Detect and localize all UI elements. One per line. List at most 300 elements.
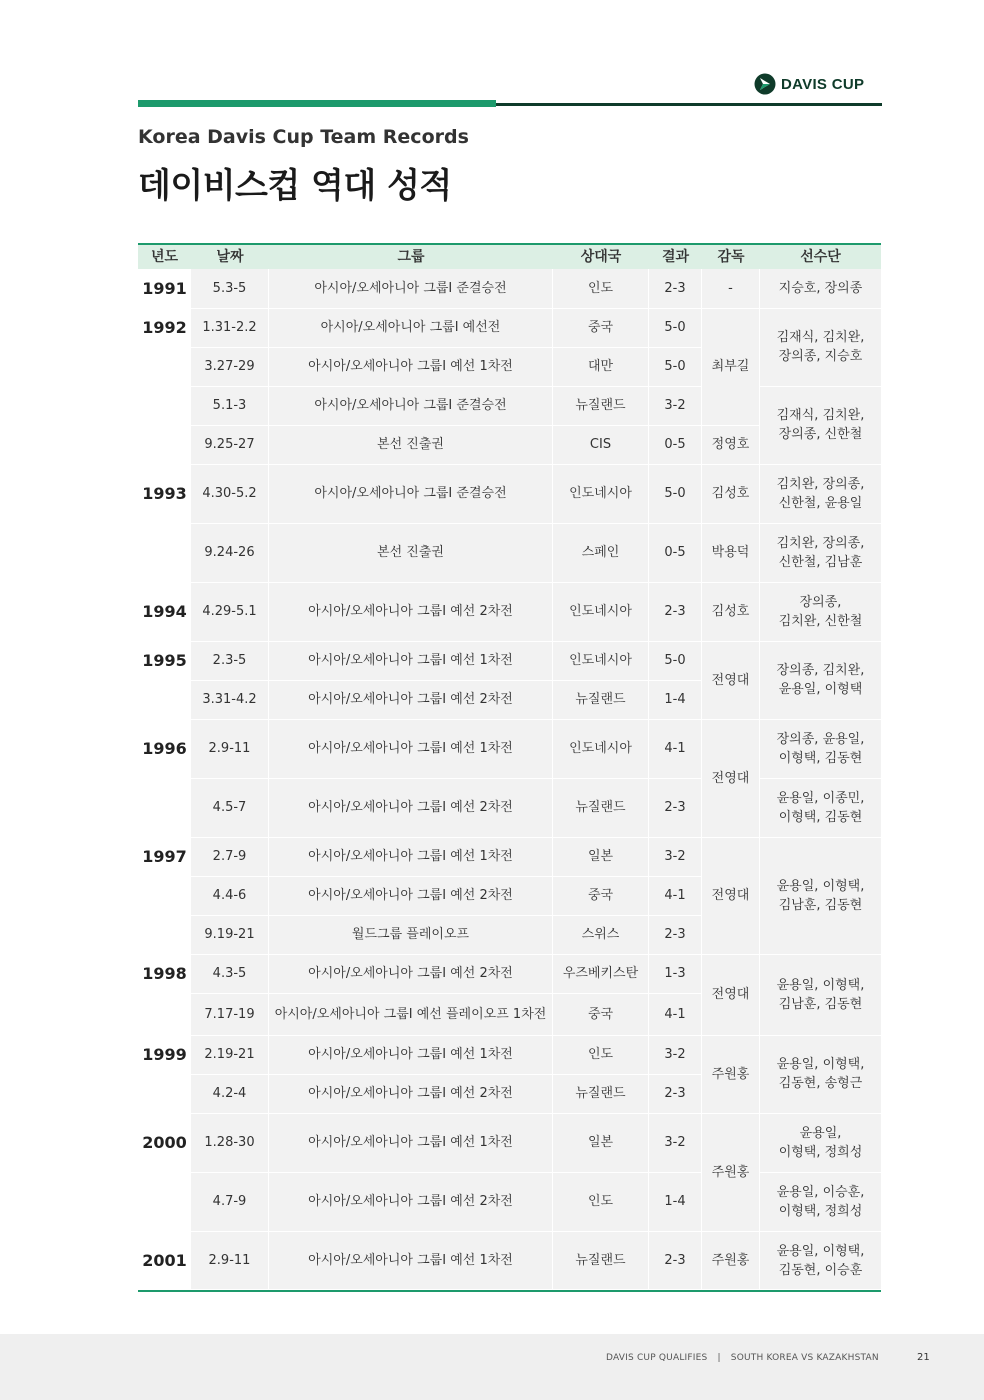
row-divider — [191, 308, 268, 309]
group-cell: 아시아/오세아니아 그룹I 예선 플레이오프 1차전 — [274, 1006, 547, 1022]
row-divider — [191, 778, 268, 779]
row-divider — [760, 386, 881, 387]
row-divider — [702, 582, 759, 583]
date-cell: 1.31-2.2 — [202, 320, 257, 335]
result-cell: 3-2 — [664, 849, 686, 864]
row-divider — [649, 386, 701, 387]
row-divider — [760, 464, 881, 465]
result-cell: 2-3 — [664, 604, 686, 619]
squad-cell — [760, 1113, 881, 1172]
row-divider — [553, 582, 648, 583]
year-cell: 1991 — [142, 279, 187, 298]
row-divider — [553, 876, 648, 877]
row-divider — [553, 464, 648, 465]
coach-cell: 김성호 — [711, 486, 750, 501]
squad-line: 윤용일, 이형택 — [778, 682, 863, 697]
squad-names — [777, 475, 865, 513]
opponent-cell: 스위스 — [581, 927, 620, 942]
squad-line: 이형택, 정희성 — [778, 1144, 863, 1160]
opponent-cell: CIS — [589, 437, 612, 452]
footer-separator: | — [717, 1353, 721, 1363]
row-divider — [269, 719, 552, 720]
squad-cell — [760, 464, 881, 523]
header-dark-bar — [496, 103, 882, 106]
row-divider — [553, 1231, 648, 1232]
page-subtitle: Korea Davis Cup Team Records — [138, 126, 469, 148]
squad-line: 김치완, 신한철 — [778, 613, 863, 629]
date-cell: 4.29-5.1 — [202, 604, 257, 619]
row-divider — [553, 778, 648, 779]
squad-names — [777, 406, 865, 444]
group-cell: 월드그룹 플레이오프 — [351, 927, 470, 942]
row-divider — [760, 719, 881, 720]
date-cell: 5.3-5 — [212, 281, 247, 296]
opponent-cell: 일본 — [587, 1135, 614, 1150]
row-divider — [649, 1231, 701, 1232]
row-divider — [649, 915, 701, 916]
row-divider — [553, 993, 648, 994]
row-divider — [760, 1172, 881, 1173]
date-cell: 2.9-11 — [208, 741, 251, 756]
row-divider — [649, 680, 701, 681]
squad-names — [777, 877, 865, 915]
row-divider — [702, 641, 759, 642]
date-cell: 9.24-26 — [204, 545, 255, 560]
footer-right: SOUTH KOREA VS KAZAKHSTAN — [730, 1353, 879, 1363]
davis-cup-logo-icon — [754, 73, 776, 95]
group-cell: 아시아/오세아니아 그룹I 예선 1차전 — [308, 653, 513, 668]
row-divider — [553, 1035, 648, 1036]
squad-names — [779, 279, 863, 298]
row-divider — [191, 1074, 268, 1075]
result-cell: 5-0 — [664, 653, 686, 668]
squad-line: 이형택, 김동현 — [778, 750, 863, 766]
col-header-date: 날짜 — [216, 249, 244, 265]
col-header-group: 그룹 — [397, 249, 425, 265]
footer-text — [606, 1353, 879, 1363]
row-divider — [191, 1231, 268, 1232]
date-cell: 3.27-29 — [204, 359, 255, 374]
squad-names — [779, 1124, 863, 1162]
result-cell: 3-2 — [664, 1135, 686, 1150]
date-cell: 2.7-9 — [212, 849, 247, 864]
group-cell: 아시아/오세아니아 그룹I 준결승전 — [314, 486, 507, 501]
row-divider — [191, 523, 268, 524]
opponent-cell: 인도네시아 — [569, 741, 632, 756]
row-divider — [649, 993, 701, 994]
opponent-cell: 뉴질랜드 — [575, 800, 626, 815]
squad-cell — [760, 269, 881, 308]
table-bottom-rule — [138, 1290, 881, 1292]
squad-cell — [760, 523, 881, 582]
row-divider — [191, 386, 268, 387]
row-divider — [191, 582, 268, 583]
row-divider — [269, 523, 552, 524]
group-cell: 아시아/오세아니아 그룹I 예선 2차전 — [308, 888, 513, 903]
row-divider — [191, 954, 268, 955]
squad-line: 윤용일, 이종민, — [776, 790, 865, 806]
row-divider — [553, 680, 648, 681]
date-cell: 9.25-27 — [204, 437, 255, 452]
row-divider — [269, 876, 552, 877]
col-header-squad: 선수단 — [800, 249, 841, 265]
date-cell: 2.19-21 — [204, 1047, 255, 1062]
row-divider — [649, 641, 701, 642]
squad-line: 장의종, 지승호 — [778, 349, 863, 364]
row-divider — [269, 582, 552, 583]
date-cell: 1.28-30 — [204, 1135, 255, 1150]
row-divider — [649, 1035, 701, 1036]
squad-cell — [760, 719, 881, 778]
coach-cell: 박용덕 — [711, 545, 750, 560]
row-divider — [553, 915, 648, 916]
result-cell: 0-5 — [664, 437, 686, 452]
row-divider — [191, 1035, 268, 1036]
opponent-cell: 뉴질랜드 — [575, 398, 626, 413]
row-divider — [760, 1231, 881, 1232]
group-cell: 아시아/오세아니아 그룹I 예선 2차전 — [308, 800, 513, 815]
row-divider — [553, 347, 648, 348]
squad-line: 신한철, 윤용일 — [778, 495, 863, 511]
date-cell: 3.31-4.2 — [202, 692, 257, 707]
row-divider — [191, 680, 268, 681]
group-cell: 아시아/오세아니아 그룹I 예선 1차전 — [308, 1135, 513, 1150]
date-cell: 4.3-5 — [212, 966, 247, 981]
group-cell: 아시아/오세아니아 그룹I 예선 2차전 — [308, 966, 513, 981]
row-divider — [702, 308, 759, 309]
row-divider — [553, 1113, 648, 1114]
squad-cell — [760, 582, 881, 641]
squad-names — [777, 328, 865, 366]
opponent-cell: 우즈베키스탄 — [562, 966, 639, 981]
squad-line: 장의종, 윤용일, — [776, 731, 865, 747]
group-cell: 아시아/오세아니아 그룹I 예선 1차전 — [308, 849, 513, 864]
date-cell: 4.7-9 — [212, 1194, 247, 1209]
row-divider — [191, 993, 268, 994]
squad-line: 김동현, 이승훈 — [778, 1262, 863, 1278]
row-divider — [760, 582, 881, 583]
row-divider — [269, 680, 552, 681]
group-cell: 아시아/오세아니아 그룹I 예선전 — [320, 320, 501, 335]
row-divider — [269, 1231, 552, 1232]
row-divider — [191, 464, 268, 465]
result-cell: 2-3 — [664, 281, 686, 296]
row-divider — [269, 347, 552, 348]
group-cell: 본선 진출권 — [377, 437, 444, 452]
logo-text: DAVIS CUP — [781, 75, 865, 93]
row-divider — [191, 1172, 268, 1173]
row-divider — [553, 308, 648, 309]
group-cell: 아시아/오세아니아 그룹I 예선 2차전 — [308, 1194, 513, 1209]
col-header-result: 결과 — [661, 249, 690, 265]
row-divider — [649, 876, 701, 877]
coach-cell: 전영대 — [711, 888, 750, 903]
coach-cell: 김성호 — [711, 604, 750, 619]
result-cell: 0-5 — [664, 545, 686, 560]
group-cell: 아시아/오세아니아 그룹I 예선 1차전 — [308, 1253, 513, 1268]
squad-names — [777, 534, 865, 572]
result-cell: 1-4 — [664, 692, 686, 707]
row-divider — [702, 1231, 759, 1232]
row-divider — [649, 347, 701, 348]
row-divider — [191, 1113, 268, 1114]
row-divider — [649, 837, 701, 838]
row-divider — [649, 308, 701, 309]
row-divider — [702, 425, 759, 426]
page-title: 데이비스컵 역대 성적 — [138, 166, 452, 206]
squad-cell — [760, 1231, 881, 1290]
squad-line: 김남훈, 김동현 — [778, 996, 863, 1012]
result-cell: 5-0 — [664, 359, 686, 374]
squad-cell — [760, 954, 881, 1035]
opponent-cell: 일본 — [587, 849, 614, 864]
squad-line: 신한철, 김남훈 — [778, 554, 863, 570]
group-cell: 아시아/오세아니아 그룹I 예선 1차전 — [308, 359, 513, 374]
col-header-opponent: 상대국 — [580, 249, 622, 265]
result-cell: 4-1 — [664, 1006, 686, 1022]
coach-cell: 전영대 — [711, 672, 750, 688]
row-divider — [269, 778, 552, 779]
year-cell: 1997 — [142, 847, 187, 866]
row-divider — [649, 1172, 701, 1173]
group-cell: 아시아/오세아니아 그룹I 예선 2차전 — [308, 1086, 513, 1101]
row-divider — [649, 464, 701, 465]
row-divider — [760, 1113, 881, 1114]
row-divider — [760, 778, 881, 779]
squad-line: 윤용일, 이승훈, — [776, 1184, 865, 1200]
opponent-cell: 뉴질랜드 — [575, 1086, 626, 1101]
row-divider — [269, 1074, 552, 1075]
row-divider — [649, 425, 701, 426]
row-divider — [760, 523, 881, 524]
row-divider — [269, 954, 552, 955]
row-divider — [553, 1172, 648, 1173]
squad-cell — [760, 641, 881, 719]
squad-names — [777, 976, 865, 1014]
row-divider — [191, 641, 268, 642]
group-cell: 아시아/오세아니아 그룹I 준결승전 — [314, 281, 507, 296]
squad-line: 윤용일, 이형택, — [776, 878, 865, 894]
row-divider — [760, 641, 881, 642]
squad-line: 김재식, 김치완, — [776, 408, 865, 423]
group-cell: 아시아/오세아니아 그룹I 예선 2차전 — [308, 692, 513, 707]
row-divider — [649, 719, 701, 720]
opponent-cell: 중국 — [587, 888, 614, 903]
year-cell: 1993 — [142, 484, 187, 503]
row-divider — [553, 386, 648, 387]
squad-names — [777, 661, 865, 699]
squad-line: 김동현, 송형근 — [778, 1076, 863, 1091]
header-accent-bar — [138, 100, 496, 107]
squad-line: 장의종, 신한철 — [778, 427, 863, 442]
row-divider — [191, 876, 268, 877]
row-divider — [649, 954, 701, 955]
squad-cell — [760, 386, 881, 464]
opponent-cell: 인도 — [587, 1047, 614, 1062]
row-divider — [191, 425, 268, 426]
coach-cell: 전영대 — [711, 770, 750, 786]
group-cell: 아시아/오세아니아 그룹I 예선 2차전 — [308, 604, 513, 619]
row-divider — [269, 993, 552, 994]
opponent-cell: 인도 — [587, 281, 614, 296]
year-cell: 1996 — [142, 739, 187, 758]
opponent-cell: 인도 — [587, 1194, 614, 1209]
year-cell: 1999 — [142, 1045, 187, 1064]
row-divider — [760, 837, 881, 838]
squad-line: 윤용일, 이형택, — [776, 1057, 865, 1072]
squad-cell — [760, 837, 881, 954]
squad-line: 윤용일, 이형택, — [776, 977, 865, 993]
squad-line: 김재식, 김치완, — [776, 330, 865, 345]
row-divider — [702, 954, 759, 955]
row-divider — [760, 954, 881, 955]
squad-line: 장의종, 김치완, — [776, 663, 865, 678]
opponent-cell: 인도네시아 — [569, 486, 632, 501]
date-cell: 2.9-11 — [208, 1253, 251, 1268]
result-cell: 3-2 — [664, 398, 686, 413]
opponent-cell: 중국 — [587, 1006, 614, 1022]
col-header-year: 년도 — [150, 249, 179, 265]
row-divider — [553, 837, 648, 838]
row-divider — [269, 915, 552, 916]
year-cell: 2000 — [142, 1133, 187, 1152]
row-divider — [702, 523, 759, 524]
row-divider — [553, 719, 648, 720]
row-divider — [269, 1113, 552, 1114]
year-cell: 1998 — [142, 964, 187, 983]
row-divider — [702, 719, 759, 720]
row-divider — [649, 523, 701, 524]
squad-names — [777, 1183, 865, 1221]
row-divider — [269, 308, 552, 309]
row-divider — [553, 954, 648, 955]
result-cell: 2-3 — [664, 800, 686, 815]
row-divider — [760, 1035, 881, 1036]
opponent-cell: 중국 — [587, 320, 614, 335]
row-divider — [649, 582, 701, 583]
squad-line: 김치완, 장의종, — [776, 535, 865, 551]
opponent-cell: 인도네시아 — [569, 653, 632, 668]
page-number: 21 — [917, 1352, 930, 1363]
result-cell: 1-3 — [664, 966, 686, 981]
year-cell: 2001 — [142, 1251, 187, 1270]
row-divider — [191, 347, 268, 348]
opponent-cell: 뉴질랜드 — [575, 1253, 626, 1268]
davis-cup-logo — [754, 72, 864, 96]
coach-cell: 주원홍 — [711, 1253, 750, 1268]
row-divider — [191, 719, 268, 720]
date-cell: 5.1-3 — [212, 398, 247, 413]
opponent-cell: 인도네시아 — [569, 604, 632, 619]
coach-cell: 주원홍 — [711, 1164, 750, 1180]
table-header — [138, 243, 881, 269]
date-cell: 9.19-21 — [204, 927, 255, 942]
squad-line: 윤용일, 이형택, — [776, 1243, 865, 1259]
row-divider — [702, 464, 759, 465]
date-cell: 4.2-4 — [212, 1086, 247, 1101]
squad-cell — [760, 1035, 881, 1113]
opponent-cell: 대만 — [587, 359, 614, 374]
year-cell: 1992 — [142, 318, 187, 337]
squad-line: 김남훈, 김동현 — [778, 897, 863, 913]
row-divider — [649, 1113, 701, 1114]
result-cell: 3-2 — [664, 1047, 686, 1062]
squad-names — [777, 730, 865, 768]
squad-line: 이형택, 정희성 — [778, 1203, 863, 1219]
result-cell: 2-3 — [664, 1253, 686, 1268]
row-divider — [269, 1035, 552, 1036]
result-cell: 2-3 — [664, 1086, 686, 1101]
result-cell: 1-4 — [664, 1194, 686, 1209]
date-cell: 4.30-5.2 — [202, 486, 257, 501]
row-divider — [269, 1172, 552, 1173]
result-cell: 2-3 — [664, 927, 686, 942]
squad-line: 이형택, 김동현 — [778, 809, 863, 825]
row-divider — [269, 386, 552, 387]
page-footer — [0, 1334, 984, 1400]
row-divider — [269, 464, 552, 465]
squad-cell — [760, 778, 881, 837]
footer-left: DAVIS CUP QUALIFIES — [606, 1353, 708, 1363]
opponent-cell: 스페인 — [581, 545, 620, 560]
row-divider — [269, 837, 552, 838]
date-cell: 4.4-6 — [212, 888, 247, 903]
row-divider — [553, 523, 648, 524]
group-cell: 아시아/오세아니아 그룹I 준결승전 — [314, 398, 507, 413]
date-cell: 4.5-7 — [212, 800, 247, 815]
year-cell: 1994 — [142, 602, 187, 621]
coach-cell: 전영대 — [711, 987, 750, 1002]
group-cell: 아시아/오세아니아 그룹I 예선 1차전 — [308, 1047, 513, 1062]
squad-names — [779, 593, 863, 631]
coach-cell: 정영호 — [711, 437, 750, 452]
row-divider — [702, 1035, 759, 1036]
coach-cell: 최부길 — [711, 359, 750, 374]
squad-cell — [760, 308, 881, 386]
date-cell: 2.3-5 — [212, 653, 247, 668]
row-divider — [649, 1074, 701, 1075]
squad-names — [777, 1242, 865, 1280]
result-cell: 4-1 — [664, 888, 686, 903]
result-cell: 5-0 — [664, 486, 686, 501]
group-cell: 아시아/오세아니아 그룹I 예선 1차전 — [308, 741, 513, 756]
squad-names — [777, 1055, 865, 1093]
row-divider — [702, 837, 759, 838]
row-divider — [760, 308, 881, 309]
coach-cell: - — [728, 281, 733, 296]
result-cell: 5-0 — [664, 320, 686, 335]
squad-line: 윤용일, — [799, 1125, 842, 1141]
squad-cell — [760, 1172, 881, 1231]
records-table — [138, 243, 881, 1292]
opponent-cell: 뉴질랜드 — [575, 692, 626, 707]
row-divider — [702, 1113, 759, 1114]
year-cell: 1995 — [142, 651, 187, 670]
row-divider — [191, 837, 268, 838]
group-cell: 본선 진출권 — [377, 545, 444, 560]
date-cell: 7.17-19 — [204, 1006, 255, 1022]
coach-cell: 주원홍 — [711, 1066, 750, 1082]
col-header-coach: 감독 — [717, 249, 745, 265]
row-divider — [269, 641, 552, 642]
row-divider — [553, 425, 648, 426]
row-divider — [269, 425, 552, 426]
squad-line: 김치완, 장의종, — [776, 476, 865, 492]
row-divider — [553, 641, 648, 642]
row-divider — [553, 1074, 648, 1075]
squad-line: 지승호, 장의종 — [778, 281, 863, 296]
squad-names — [777, 789, 865, 827]
